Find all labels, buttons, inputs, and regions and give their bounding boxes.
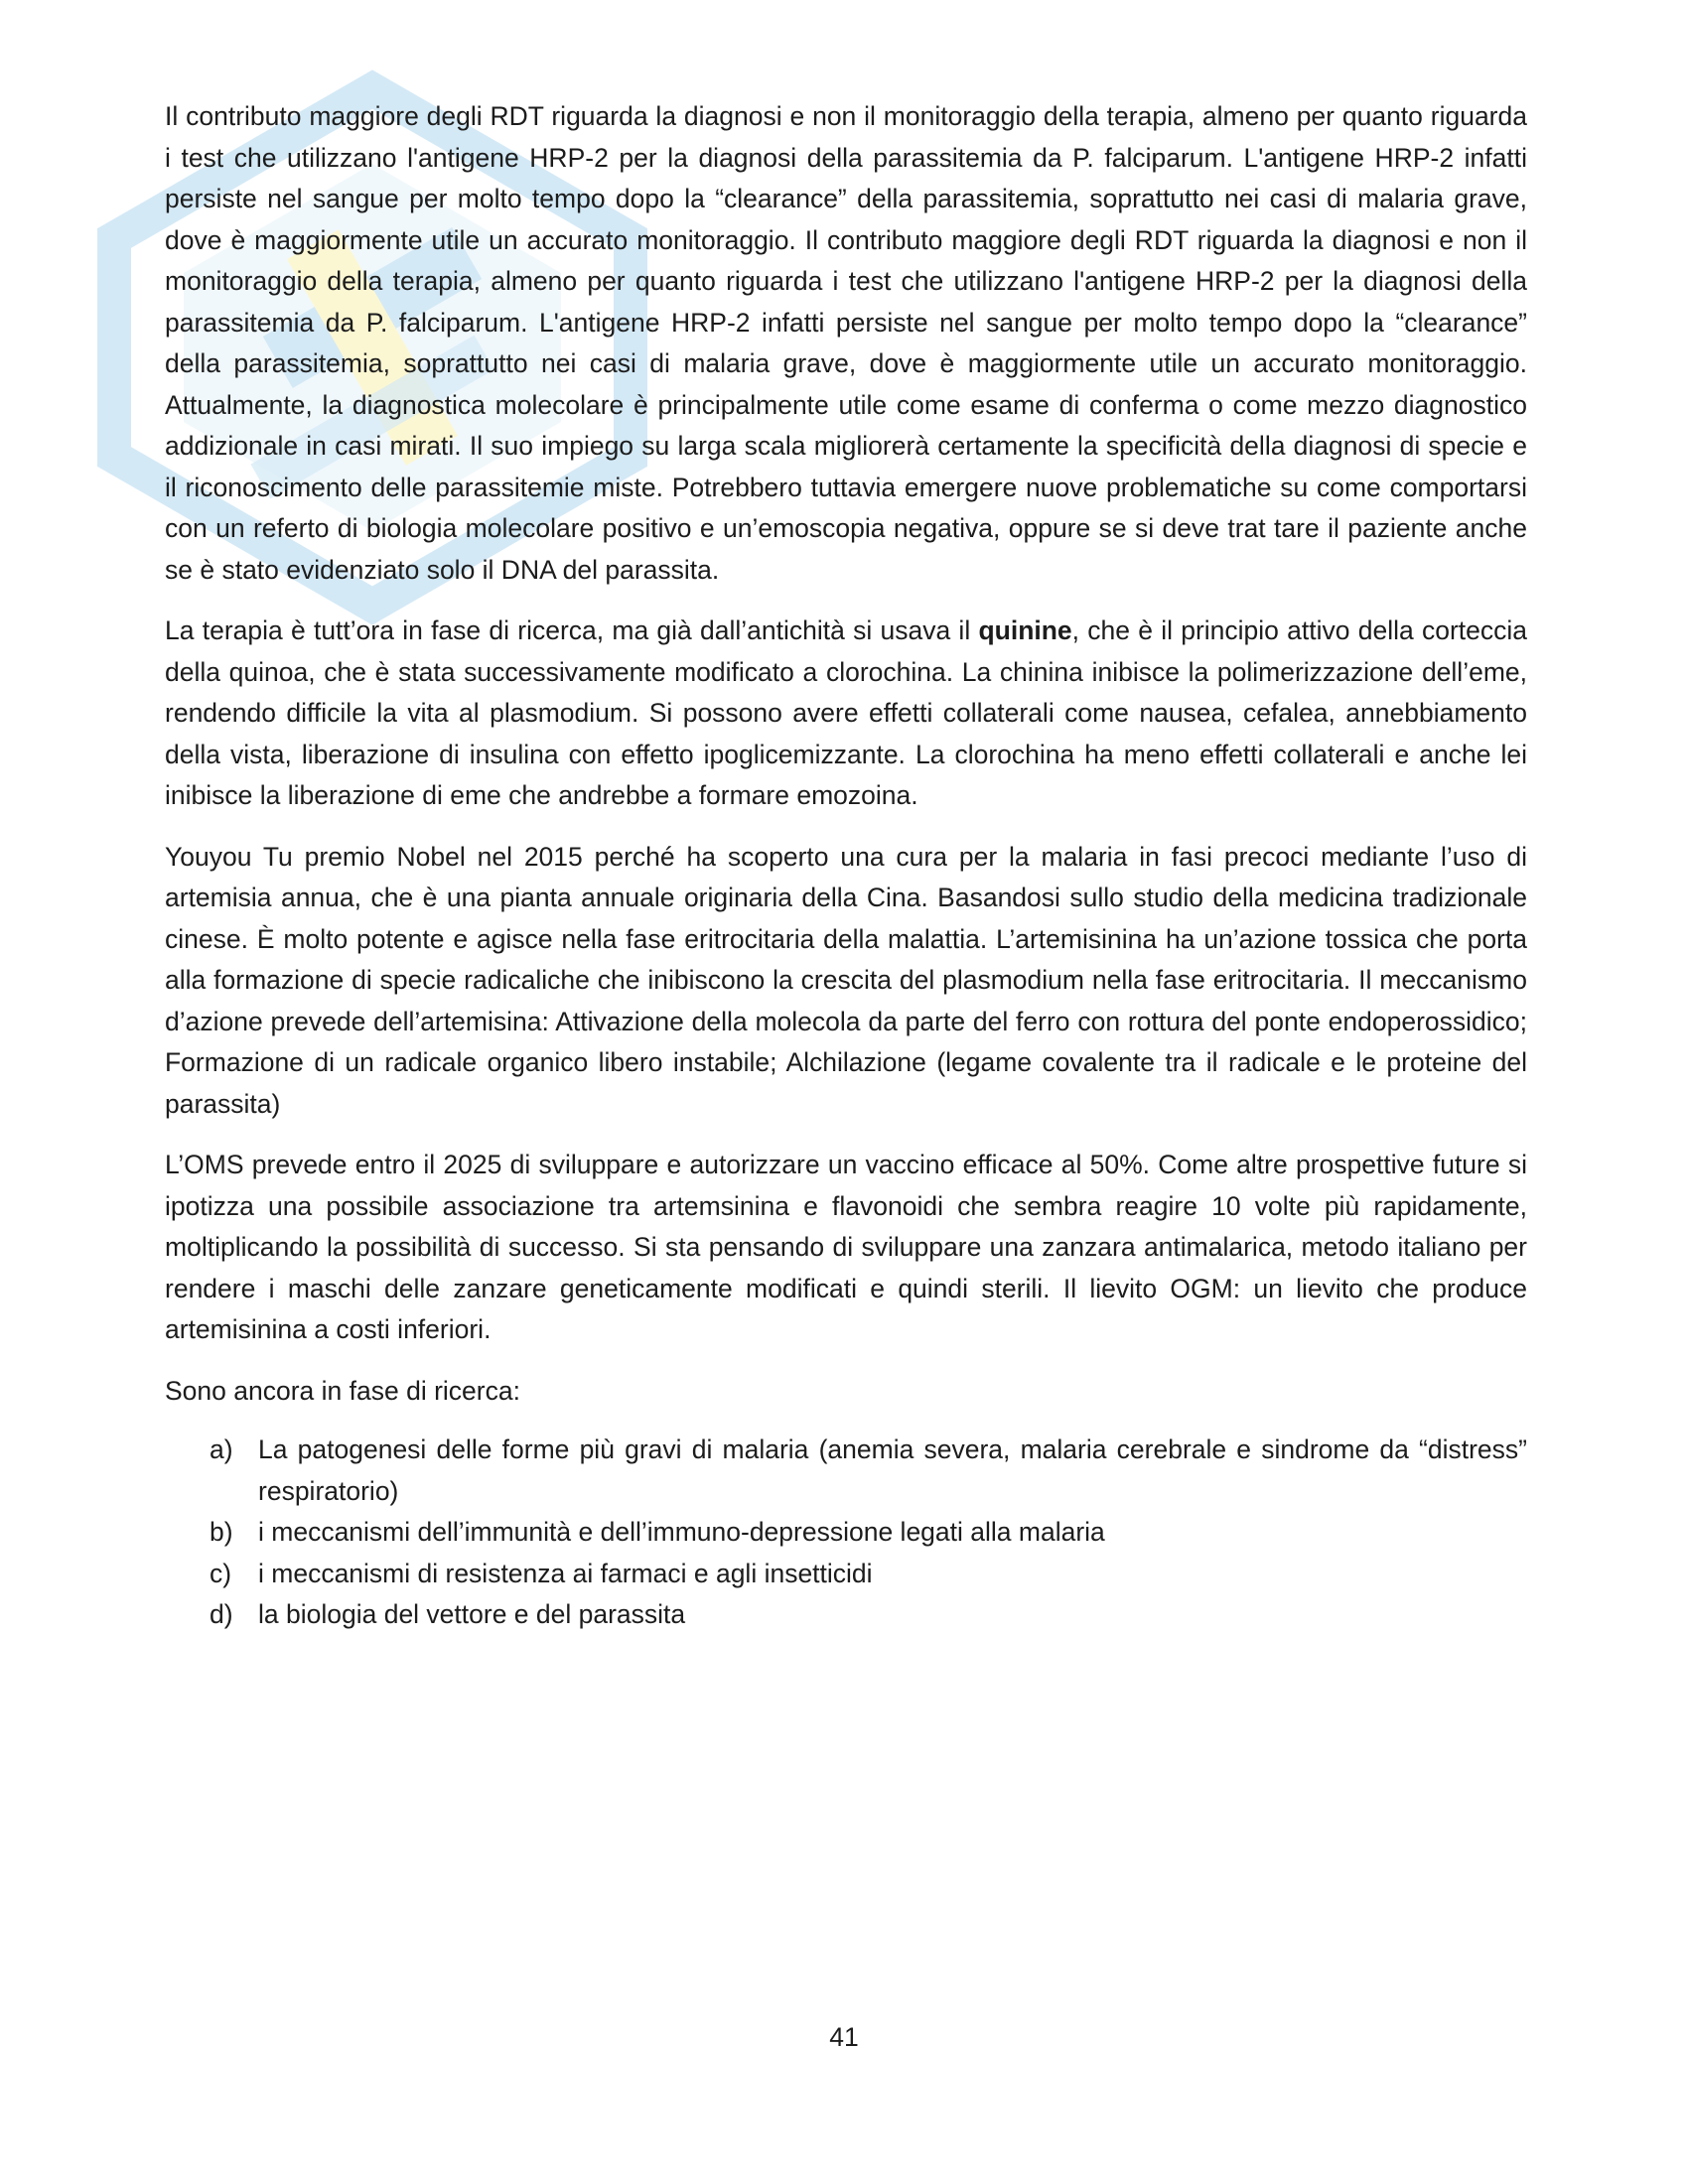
list-item-text: i meccanismi dell’immunità e dell’immuno-depressione legati alla malaria: [258, 1517, 1105, 1547]
list-marker: c): [210, 1558, 232, 1588]
paragraph-therapy-intro: La terapia è tutt’ora in fase di ricerca, ma già dall’antichità si usava il: [165, 615, 979, 645]
research-list: [165, 1430, 1527, 1636]
list-item: [165, 1430, 1527, 1512]
paragraph-research-intro: Sono ancora in fase di ricerca:: [165, 1375, 520, 1406]
term-quinine: quinine: [978, 615, 1072, 645]
page-number: 41: [829, 2022, 859, 2052]
paragraph-therapy: [165, 611, 1527, 817]
paragraph-future-prospects: L’OMS prevede entro il 2025 di sviluppare e autorizzare un vaccino efficace al 50%. Come altre prospettive future si ipotizza una possibile associazione tra artemsinina e flavonoidi che sembra reagire 10 volte più rapidamente, moltiplicando la possibilità di successo. Si sta pensando di sviluppare una zanzara antimalarica, metodo italiano per rendere i maschi delle zanzare geneticamente modificati e quindi sterili. Il lievito OGM: un lievito che produce artemisinina a costi inferiori.: [165, 1150, 1527, 1344]
paragraph-rdt-diagnosis: Il contributo maggiore degli RDT riguarda la diagnosi e non il monitoraggio della terapia, almeno per quanto riguarda i test che utilizzano l'antigene HRP-2 per la diagnosi della parassitemia da P. falciparum. L'antigene HRP-2 infatti persiste nel sangue per molto tempo dopo la “clearance” della parassitemia, soprattutto nei casi di malaria grave, dove è maggiormente utile un accurato monitoraggio. Il contributo maggiore degli RDT riguarda la diagnosi e non il monitoraggio della terapia, almeno per quanto riguarda i test che utilizzano l'antigene HRP-2 per la diagnosi della parassitemia da P. falciparum. L'antigene HRP-2 infatti persiste nel sangue per molto tempo dopo la “clearance” della parassitemia, soprattutto nei casi di malaria grave, dove è maggiormente utile un accurato monitoraggio. Attualmente, la diagnostica molecolare è principalmente utile come esame di conferma o come mezzo diagnostico addizionale in casi mirati. Il suo impiego su larga scala migliorerà certamente la specificità della diagnosi di specie e il riconoscimento delle parassitemie miste. Potrebbero tuttavia emergere nuove problematiche su come comportarsi con un referto di biologia molecolare positivo e un’emoscopia negativa, oppure se si deve trat tare il paziente anche se è stato evidenziato solo il DNA del parassita.: [165, 101, 1527, 585]
list-marker: a): [210, 1434, 233, 1464]
paragraph-therapy-rest: , che è il principio attivo della corteccia della quinoa, che è stata successivamente modificato a clorochina. La chinina inibisce la polimerizzazione dell’eme, rendendo difficile la vita al plasmodium. Si possono avere effetti collaterali come nausea, cefalea, annebbiamento della vista, liberazione di insulina con effetto ipoglicemizzante. La clorochina ha meno effetti collaterali e anche lei inibisce la liberazione di eme che andrebbe a formare emozoina.: [165, 615, 1527, 810]
list-item-text: i meccanismi di resistenza ai farmaci e agli insetticidi: [258, 1558, 873, 1588]
list-item-text: la biologia del vettore e del parassita: [258, 1599, 686, 1629]
list-item: [165, 1554, 1527, 1595]
list-item-text: La patogenesi delle forme più gravi di malaria (anemia severa, malaria cerebrale e sindrome da “distress” respiratorio): [258, 1434, 1527, 1506]
list-item: [165, 1512, 1527, 1554]
paragraph-artemisinin: Youyou Tu premio Nobel nel 2015 perché ha scoperto una cura per la malaria in fasi precoci mediante l’uso di artemisia annua, che è una pianta annuale originaria della Cina. Basandosi sullo studio della medicina tradizionale cinese. È molto potente e agisce nella fase eritrocitaria della malattia. L’artemisinina ha un’azione tossica che porta alla formazione di specie radicaliche che inibiscono la crescita del plasmodium nella fase eritrocitaria. Il meccanismo d’azione prevede dell’artemisina: Attivazione della molecola da parte del ferro con rottura del ponte endoperossidico; Formazione di un radicale organico libero instabile; Alchilazione (legame covalente tra il radicale e le proteine del parassita): [165, 841, 1527, 1119]
list-item: [165, 1594, 1527, 1636]
list-marker: d): [210, 1599, 233, 1629]
document-body: [165, 96, 1527, 1636]
list-marker: b): [210, 1517, 233, 1547]
